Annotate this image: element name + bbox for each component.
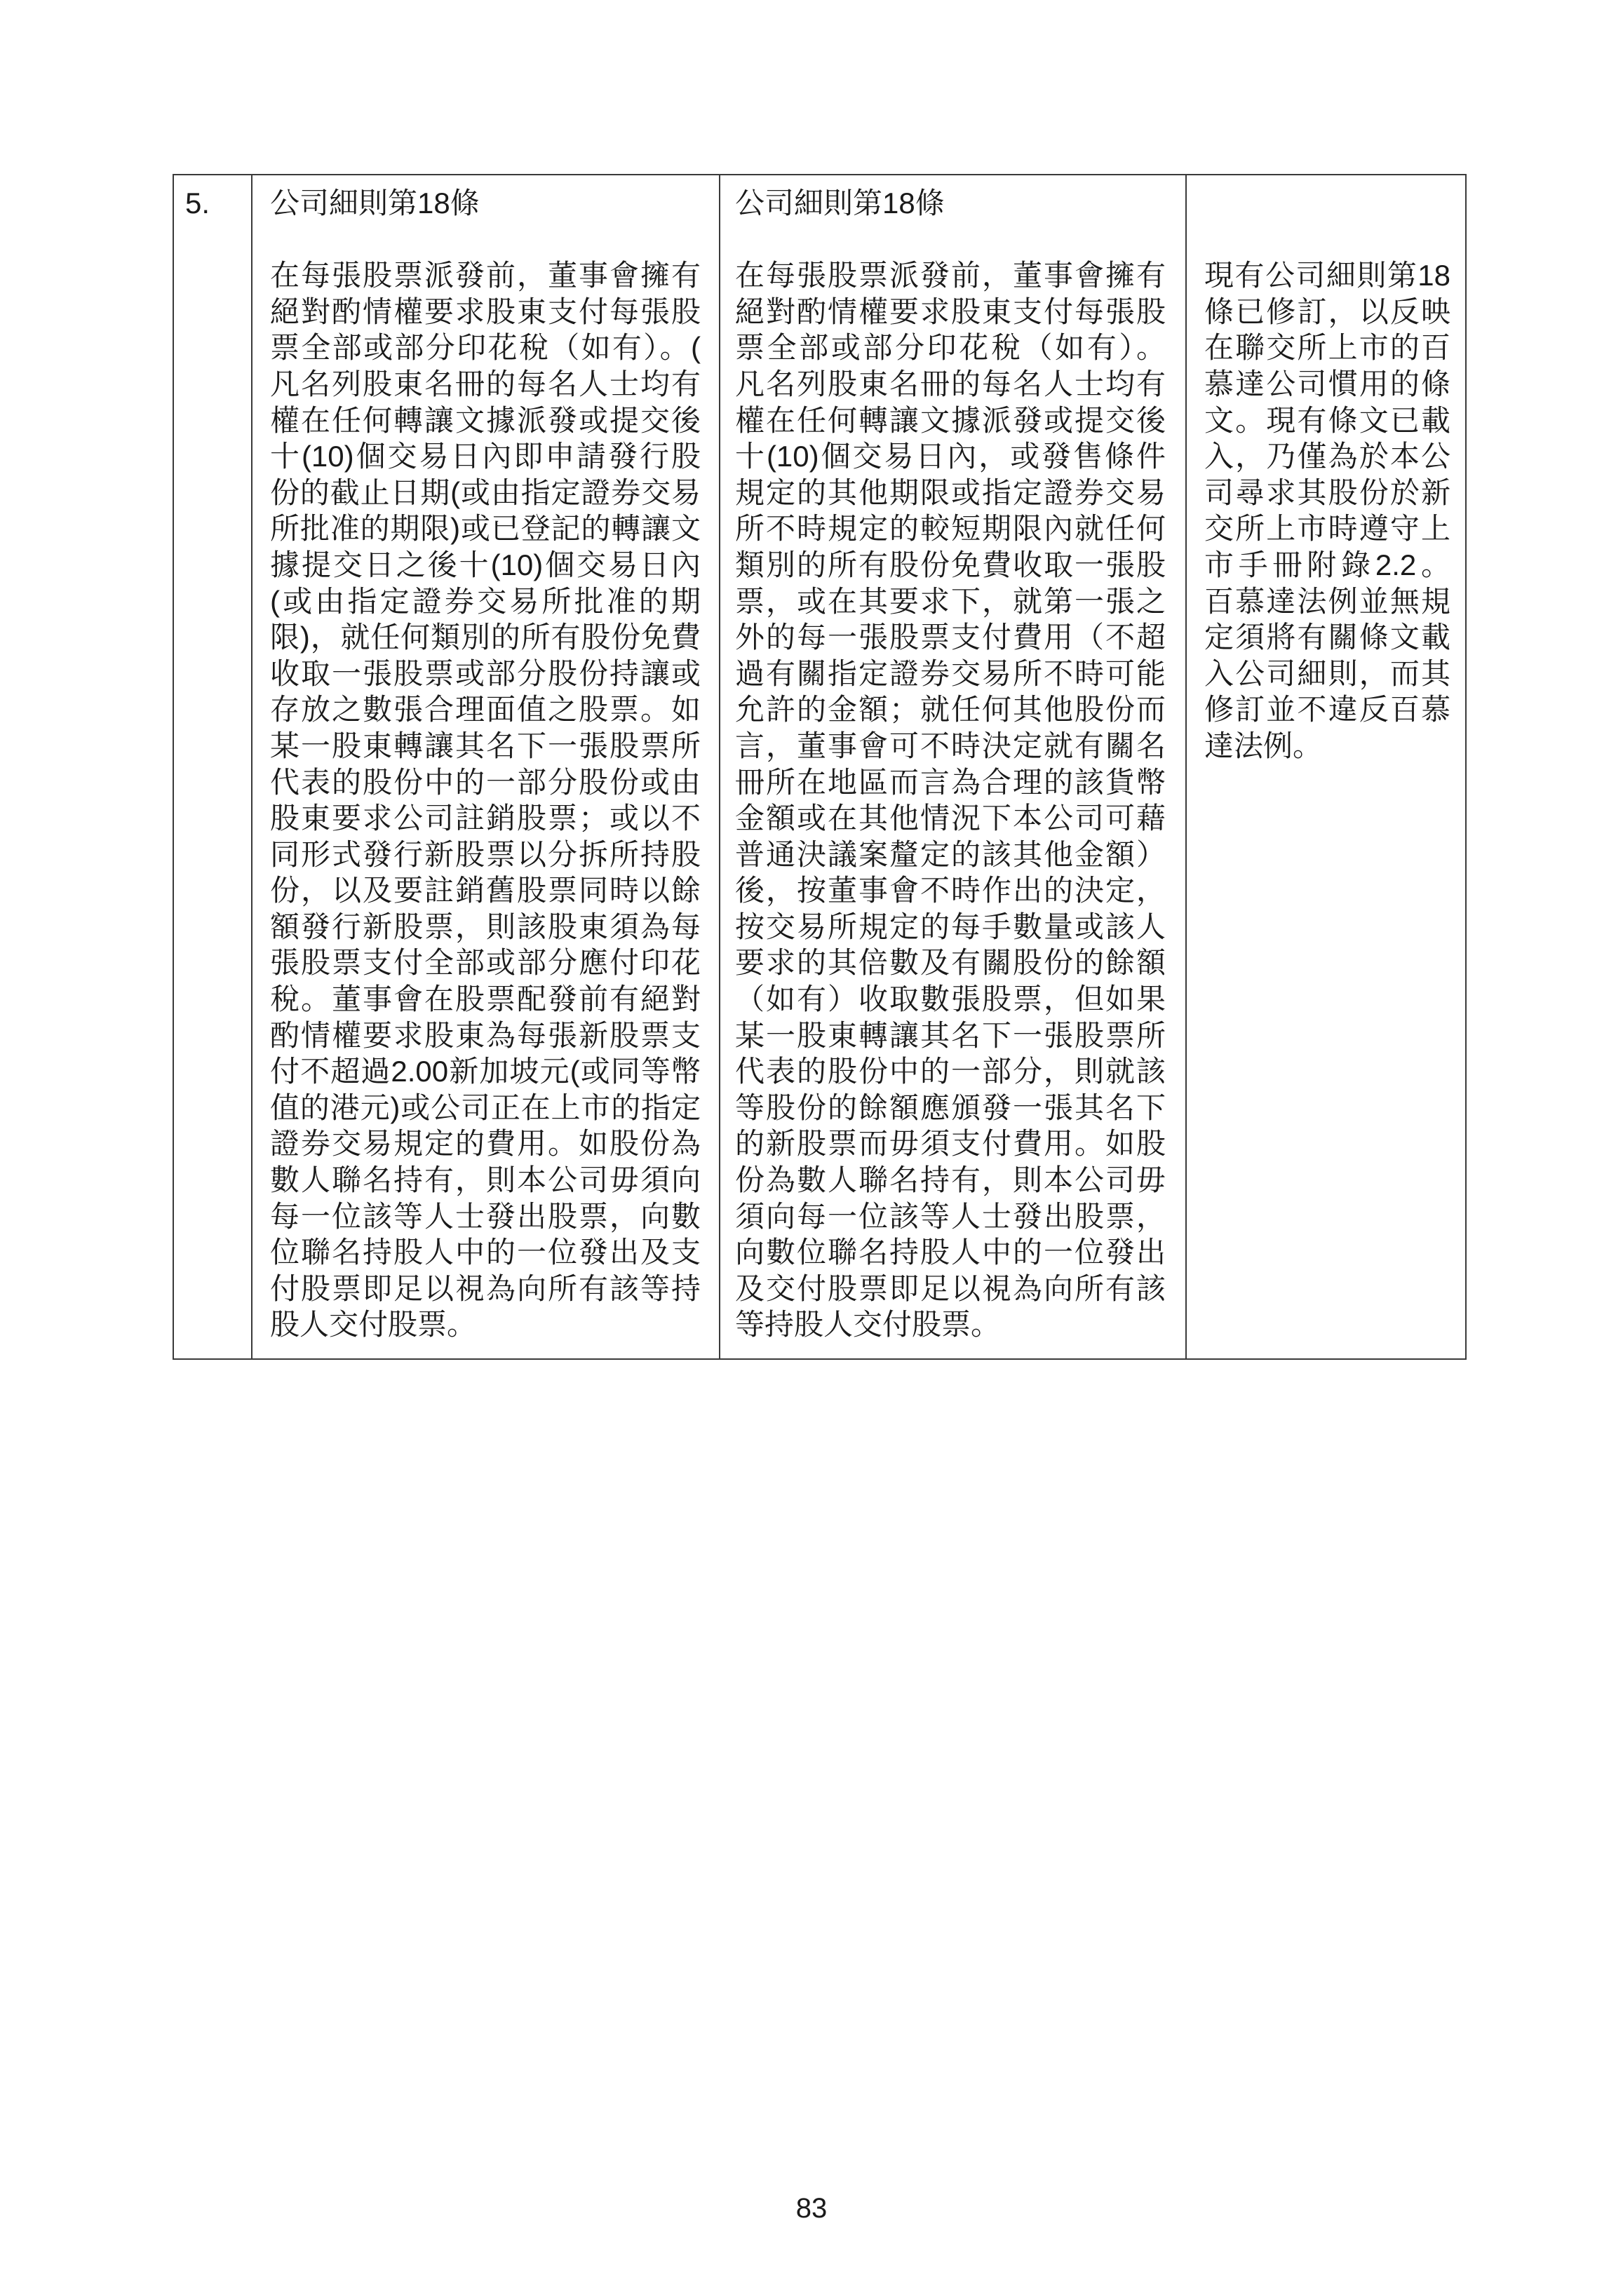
text-line: 股東要求公司註銷股票；或以不 [270, 802, 701, 835]
page-number: 83 [795, 2193, 828, 2224]
text-line: 等股份的餘額應頒發一張其名下 [735, 1090, 1166, 1124]
provision-text [735, 257, 1166, 1343]
text-line: 代表的股份中的一部分，則就該 [735, 1055, 1166, 1088]
provisions-table [173, 174, 1467, 1360]
text-line: 值的港元)或公司正在上市的指定 [270, 1090, 701, 1124]
text-line: 言，董事會可不時決定就有關名 [735, 729, 1166, 762]
text-line: 票全部或部分印花稅（如有）。 [735, 331, 1166, 365]
text-line: 司尋求其股份於新 [1204, 475, 1450, 509]
text-line: 要求的其倍數及有關股份的餘額 [735, 946, 1166, 980]
text-line: 規定的其他期限或指定證券交易 [735, 475, 1166, 509]
text-line: 代表的股份中的一部分股份或由 [270, 765, 701, 799]
text-line: 在每張股票派發前，董事會擁有 [735, 259, 1166, 292]
text-line: 存放之數張合理面值之股票。如 [270, 693, 701, 727]
text-line: 付股票即足以視為向所有該等持 [270, 1271, 701, 1305]
text-line: 收取一張股票或部分股份持讓或 [270, 656, 701, 690]
text-line: 付不超過2.00新加坡元(或同等幣 [270, 1055, 701, 1088]
text-line: 權在任何轉讓文據派發或提交後 [735, 403, 1166, 437]
text-line: 入公司細則，而其 [1204, 656, 1450, 690]
text-line: 修訂並不違反百慕 [1204, 693, 1450, 727]
text-line: 絕對酌情權要求股東支付每張股 [735, 295, 1166, 328]
text-line: 數人聯名持有，則本公司毋須向 [270, 1163, 701, 1197]
text-line: 酌情權要求股東為每張新股票支 [270, 1018, 701, 1052]
text-line: 某一股東轉讓其名下一張股票所 [270, 729, 701, 762]
text-line: 定須將有關條文載 [1204, 621, 1450, 654]
text-line: 份的截止日期(或由指定證券交易 [270, 475, 701, 509]
text-line: 凡名列股東名冊的每名人士均有 [270, 367, 701, 400]
text-line: 張股票支付全部或部分應付印花 [270, 946, 701, 980]
text-line: 十(10)個交易日內即申請發行股 [270, 440, 701, 473]
text-line: 所不時規定的較短期限內就任何 [735, 512, 1166, 546]
text-line: 限)，就任何類別的所有股份免費 [270, 621, 701, 654]
text-line: 百慕達法例並無規 [1204, 584, 1450, 618]
text-line: 絕對酌情權要求股東支付每張股 [270, 295, 701, 328]
text-line: 向數位聯名持股人中的一位發出 [735, 1236, 1166, 1269]
text-line: 交所上市時遵守上 [1204, 512, 1450, 546]
text-line: 票全部或部分印花稅（如有）。( [270, 331, 701, 365]
provision-text [270, 257, 701, 1343]
provision-heading: 公司細則第18條 [735, 187, 945, 220]
text-line: 在每張股票派發前，董事會擁有 [270, 259, 701, 292]
text-line: 所批准的期限)或已登記的轉讓文 [270, 512, 701, 546]
text-line: 普通決議案釐定的該其他金額） [735, 837, 1166, 871]
text-line: 達法例。 [1204, 729, 1323, 762]
text-line: 證券交易規定的費用。如股份為 [270, 1127, 701, 1161]
text-line: 現有公司細則第18 [1204, 259, 1450, 292]
row-number: 5. [185, 187, 210, 220]
heading-spacer [1204, 185, 1450, 222]
text-line: （如有）收取數張股票，但如果 [735, 982, 1166, 1016]
existing-provision-cell [252, 175, 720, 1359]
text-line: 稅。董事會在股票配發前有絕對 [270, 982, 701, 1016]
text-line: 每一位該等人士發出股票，向數 [270, 1199, 701, 1233]
text-line: 過有關指定證券交易所不時可能 [735, 656, 1166, 690]
table-row [173, 175, 1466, 1359]
text-line: 允許的金額；就任何其他股份而 [735, 693, 1166, 727]
row-number-cell [173, 175, 252, 1359]
text-line: 冊所在地區而言為合理的該貨幣 [735, 765, 1166, 799]
text-line: 外的每一張股票支付費用（不超 [735, 621, 1166, 654]
text-line: 須向每一位該等人士發出股票， [735, 1199, 1166, 1233]
text-line: 位聯名持股人中的一位發出及支 [270, 1236, 701, 1269]
text-line: 入，乃僅為於本公 [1204, 440, 1450, 473]
text-line: 金額或在其他情況下本公司可藉 [735, 802, 1166, 835]
text-line: 據提交日之後十(10)個交易日內 [270, 548, 701, 581]
text-line: 在聯交所上市的百 [1204, 331, 1450, 365]
text-line: (或由指定證券交易所批准的期 [270, 584, 701, 618]
text-line: 條已修訂，以反映 [1204, 295, 1450, 328]
text-line: 股人交付股票。 [270, 1308, 477, 1342]
text-line: 份，以及要註銷舊股票同時以餘 [270, 874, 701, 907]
amended-provision-cell [720, 175, 1186, 1359]
explanation-text [1204, 257, 1450, 764]
text-line: 份為數人聯名持有，則本公司毋 [735, 1163, 1166, 1197]
text-line: 額發行新股票，則該股東須為每 [270, 910, 701, 943]
text-line: 及交付股票即足以視為向所有該 [735, 1271, 1166, 1305]
text-line: 市手冊附錄2.2。 [1204, 548, 1450, 581]
text-line: 票，或在其要求下，就第一張之 [735, 584, 1166, 618]
text-line: 某一股東轉讓其名下一張股票所 [735, 1018, 1166, 1052]
text-line: 按交易所規定的每手數量或該人 [735, 910, 1166, 943]
text-line: 後，按董事會不時作出的決定， [735, 874, 1166, 907]
text-line: 同形式發行新股票以分拆所持股 [270, 837, 701, 871]
text-line: 類別的所有股份免費收取一張股 [735, 548, 1166, 581]
text-line: 的新股票而毋須支付費用。如股 [735, 1127, 1166, 1161]
provision-heading: 公司細則第18條 [270, 187, 480, 220]
text-line: 慕達公司慣用的條 [1204, 367, 1450, 400]
text-line: 權在任何轉讓文據派發或提交後 [270, 403, 701, 437]
text-line: 凡名列股東名冊的每名人士均有 [735, 367, 1166, 400]
text-line: 十(10)個交易日內，或發售條件 [735, 440, 1166, 473]
explanation-cell [1186, 175, 1466, 1359]
text-line: 文。現有條文已載 [1204, 403, 1450, 437]
text-line: 等持股人交付股票。 [735, 1308, 1001, 1342]
